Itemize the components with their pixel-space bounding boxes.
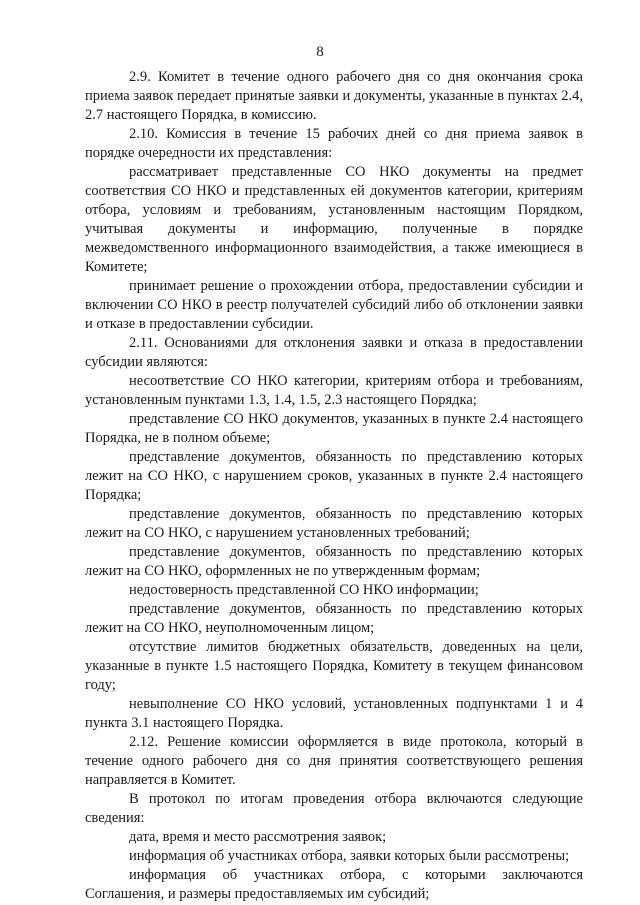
page-number: 8 — [316, 44, 324, 60]
paragraph-2-10: 2.10. Комиссия в течение 15 рабочих дней со дня приема заявок в порядке очередности их представления: — [85, 126, 583, 161]
list-item: представление СО НКО документов, указанных в пункте 2.4 настоящего Порядка, не в полном объеме; — [85, 411, 583, 446]
list-item: недостоверность представленной СО НКО информации; — [129, 582, 479, 598]
document-body — [85, 68, 583, 904]
paragraph-2-9: 2.9. Комитет в течение одного рабочего дня со дня окончания срока приема заявок передает принятые заявки и документы, указанные в пунктах 2.4, 2.7 настоящего Порядка, в комиссию. — [85, 69, 583, 123]
list-item: представление документов, обязанность по представлению которых лежит на СО НКО, с нарушением установленных требований; — [85, 506, 583, 541]
list-item: представление документов, обязанность по представлению которых лежит на СО НКО, неуполномоченным лицом; — [85, 601, 583, 636]
list-item: невыполнение СО НКО условий, установленных подпунктами 1 и 4 пункта 3.1 настоящего Порядка. — [85, 696, 583, 731]
list-item: дата, время и место рассмотрения заявок; — [129, 829, 387, 845]
list-item: информация об участниках отбора, заявки которых были рассмотрены; — [129, 848, 570, 864]
list-item: несоответствие СО НКО категории, критериям отбора и требованиям, установленным пунктами 1.3, 1.4, 1.5, 2.3 настоящего Порядка; — [85, 373, 583, 408]
list-item: отсутствие лимитов бюджетных обязательств, доведенных на цели, указанные в пункте 1.5 настоящего Порядка, Комитету в текущем финансовом году; — [85, 639, 583, 693]
paragraph-2-12: 2.12. Решение комиссии оформляется в виде протокола, который в течение одного рабочего дня со дня принятия соответствующего решения направляется в Комитет. — [85, 734, 583, 788]
paragraph: принимает решение о прохождении отбора, предоставлении субсидии и включении СО НКО в реестр получателей субсидий либо об отклонении заявки и отказе в предоставлении субсидии. — [85, 278, 583, 332]
list-item: информация об участниках отбора, с которыми заключаются Соглашения, и размеры предоставляемых им субсидий; — [85, 867, 583, 902]
list-item: представление документов, обязанность по представлению которых лежит на СО НКО, оформленных не по утвержденным формам; — [85, 544, 583, 579]
paragraph: В протокол по итогам проведения отбора включаются следующие сведения: — [85, 791, 583, 826]
paragraph-2-11: 2.11. Основаниями для отклонения заявки и отказа в предоставлении субсидии являются: — [85, 335, 583, 370]
paragraph: рассматривает представленные СО НКО документы на предмет соответствия СО НКО и представленных ей документов категории, критериям отбора, условиям и требованиям, установленным настоящим Порядком, учитывая документы и информацию, полученные в порядке межведомственного информационного взаимодействия, а также имеющиеся в Комитете; — [85, 164, 583, 275]
list-item: представление документов, обязанность по представлению которых лежит на СО НКО, с нарушением сроков, указанных в пункте 2.4 настоящего Порядка; — [85, 449, 583, 503]
